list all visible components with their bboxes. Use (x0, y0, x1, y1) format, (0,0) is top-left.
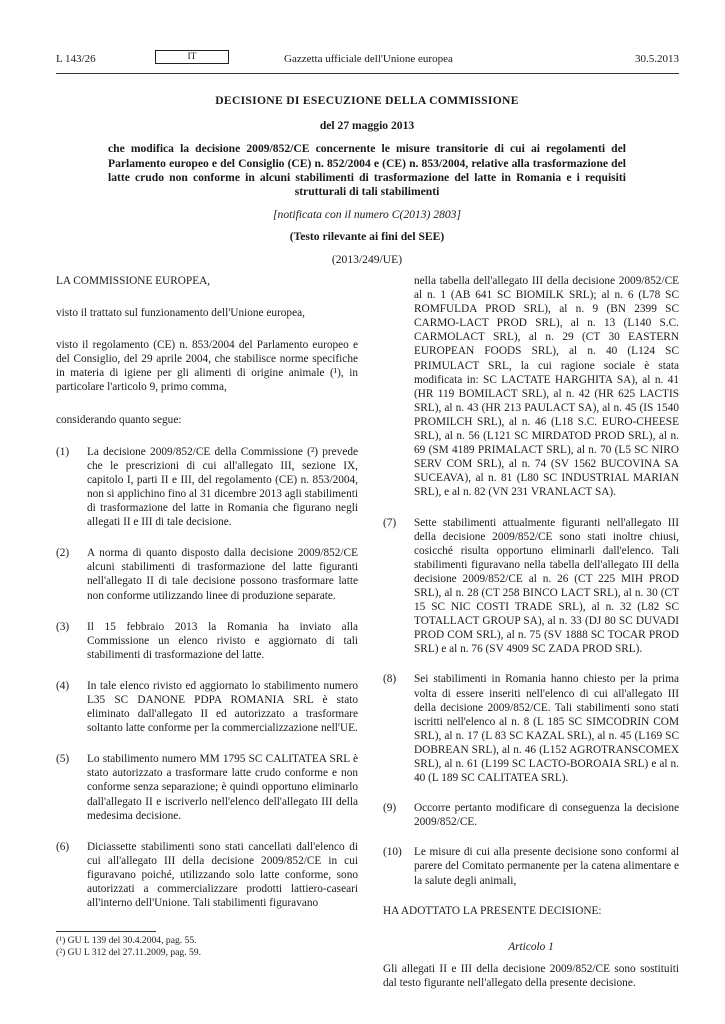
paragraph: visto il trattato sul funzionamento dell'Unione europea, (56, 307, 305, 320)
recital-text: Il 15 febbraio 2013 la Romania ha inviato alla Commissione un elenco rivisto e aggiornato di tali stabilimenti di trasformazione del latte. (87, 620, 358, 661)
recital (383, 845, 679, 887)
recital-number: (9) (383, 802, 397, 815)
recital-number: (3) (56, 620, 70, 633)
article-heading: Articolo 1 (508, 940, 554, 953)
left-column (56, 274, 358, 922)
right-column (383, 274, 679, 1002)
adoption-formula: HA ADOTTATO LA PRESENTE DECISIONE: (383, 904, 602, 917)
document-subject: che modifica la decisione 2009/852/CE concernente le misure transitorie di cui ai regolamenti del Parlamento europeo e del Consiglio (CE) n. 852/2004 e (CE) n. 853/2004, relative alla trasformazione del latte crudo non conforme in alcuni stabilimenti di trasformazione del latte in Romania e i requisiti strutturali di tali stabilimenti (108, 142, 626, 199)
recital-number: (5) (56, 753, 70, 766)
recital-number: (10) (383, 846, 402, 859)
recital-number: (7) (383, 516, 397, 529)
document-date: del 27 maggio 2013 (319, 119, 415, 133)
recital (383, 672, 679, 785)
recital-number: (4) (56, 679, 70, 692)
recital-text: Lo stabilimento numero MM 1795 SC CALITATEA SRL è stato autorizzato a trasformare latte crudo conforme e non conforme senza separazione; è quindi opportuno eliminarlo dall'allegato II e iscriverlo nell'elenco dell'allegato III della medesima decisione. (87, 753, 358, 822)
recital (383, 516, 679, 657)
title-block (108, 94, 626, 267)
recital (383, 801, 679, 829)
recital-text: Sette stabilimenti attualmente figuranti nell'allegato III della decisione 2009/852/CE sono stati inoltre chiusi, cosicché risulta opportuno eliminarli dall'elenco. Tali stabilimenti figuravano nella tabella dell'allegato III della decisione 2009/852/CE al n. 26 (CT 225 MIH PROD SRL), al n. 28 (CT 258 BINCO LACT SRL), al n. 30 (CT 15 SC NIC COSTI TRADE SRL), al n. 32 (L82 SC TOTALLACT GROUP SA), al n. 33 (DJ 80 SC DUVADI PROD COM SRL), al n. 75 (SV 1888 SC TOCAR PROD SRL) e al n. 76 (SV 4909 SC ZADA PROD SRL). (414, 516, 679, 656)
publication-date: 30.5.2013 (635, 53, 679, 65)
recital-text: La decisione 2009/852/CE della Commissione (²) prevede che le prescrizioni di cui all'allegato III, sezione IX, capitolo I, parti II e III, del regolamento (CE) n. 853/2004, non si applichino fino al 31 dicembre 2013 agli stabilimenti di trasformazione del latte in Romania che figurano negli allegati II e III di tale decisione. (87, 445, 358, 529)
paragraph: considerando quanto segue: (56, 413, 182, 426)
recital (56, 546, 358, 602)
recital (56, 840, 358, 910)
document-type: DECISIONE DI ESECUZIONE DELLA COMMISSIONE (215, 94, 519, 107)
eea-relevance: (Testo rilevante ai fini del SEE) (289, 230, 445, 244)
recital-text: Sei stabilimenti in Romania hanno chiesto per la prima volta di essere inseriti nell'elenco di cui all'allegato III della decisione 2009/852/CE. Tali stabilimenti sono stati iscritti nell'elenco al n. 8 (L 185 SC SIMCODRIN COM SRL), al n. 17 (L 83 SC KAZAL SRL), al n. 45 (L169 SC DOBREAN SRL), al n. 46 (L152 AGROTRANSCOMEX SRL), al n. 61 (L199 SC LACTO-BOROAIA SRL) e al n. 40 (L 189 SC CALITATEA SRL). (414, 673, 679, 785)
footnote: (²) GU L 312 del 27.11.2009, pag. 59. (56, 947, 201, 958)
paragraph: visto il regolamento (CE) n. 853/2004 del Parlamento europeo e del Consiglio, del 29 aprile 2004, che stabilisce norme specifiche in materia di igiene per gli alimenti di origine animale (¹), in particolare l'articolo 9, primo comma, (56, 339, 358, 394)
recital-number: (6) (56, 840, 70, 853)
footnote: (¹) GU L 139 del 30.4.2004, pag. 55. (56, 935, 197, 946)
recital (56, 620, 358, 662)
article-text: Gli allegati II e III della decisione 2009/852/CE sono sostituiti dal testo figurante nell'allegato della presente decisione. (383, 962, 679, 989)
recital-text: In tale elenco rivisto ed aggiornato lo stabilimento numero L35 SC DANONE PDPA ROMANIA SRL è stato eliminato dall'allegato II ed autorizzato a trasformare soltanto latte conforme per la commercializzazione nell'UE. (87, 679, 358, 735)
footnote-rule (56, 931, 156, 932)
recital-text: A norma di quanto disposto dalla decisione 2009/852/CE alcuni stabilimenti di trasformazione del latte figuranti nell'allegato II di tale decisione possono trasformare latte non conforme utilizzando linee di produzione separate. (87, 547, 358, 602)
notification-note: [notificata con il numero C(2013) 2803] (273, 208, 461, 222)
header-rule (56, 73, 679, 74)
recital (56, 679, 358, 735)
recital-number: (8) (383, 673, 397, 686)
recital-text: Occorre pertanto modificare di conseguenza la decisione 2009/852/CE. (414, 802, 679, 829)
recital-number: (2) (56, 547, 70, 560)
language-box: IT (155, 50, 229, 64)
recital (56, 752, 358, 822)
journal-title: Gazzetta ufficiale dell'Unione europea (284, 53, 453, 65)
recital-text: Diciassette stabilimenti sono stati cancellati dall'elenco di cui all'allegato III della decisione 2009/852/CE in cui figuravano poiché, utilizzando solo latte conforme, sono autorizzati a commercializzare prodotti lattiero-caseari all'interno dell'Unione. Tali stabilimenti figuravano (87, 840, 358, 910)
document-number: (2013/249/UE) (331, 252, 403, 266)
paragraph: LA COMMISSIONE EUROPEA, (56, 275, 211, 287)
page-header (56, 50, 679, 66)
recital (56, 445, 358, 530)
oj-reference: L 143/26 (56, 53, 96, 65)
recital-text: nella tabella dell'allegato III della decisione 2009/852/CE al n. 1 (AB 641 SC BIOMILK SRL); al n. 6 (L78 SC ROMFULDA PROD SRL), al n. 9 (BN 2399 SC CARMO-LACT PROD SRL), al n. 13 (L140 S.C. CARMOLACT SRL), al n. 29 (CT 30 EASTERN EUROPEAN FOODS SRL), al n. 40 (L124 SC PRIMULACT SRL, la cui ragione sociale è stata modificata in: SC LACTATE HARGHITA SA), al n. 41 (HR 119 BOMILACT SRL), al n. 42 (HR 625 LACTIS SRL), al n. 43 (HR 213 PAULACT SA), al n. 45 (IS 1540 PROMILCH SRL), al n. 46 (L18 S.C. EURO-CHEESE SRL), al n. 56 (L121 SC MIRDATOD PROD SRL), al n. 69 (SM 4189 PRIMALACT SRL), al n. 70 (L5 SC NIRO SERV COM SRL), al n. 74 (SV 1562 BUCOVINA SA SUCEAVA), al n. 81 (L80 SC INDUSTRIAL MARIAN SRL), e al n. 82 (VN 231 VRANLACT SA). (414, 275, 679, 499)
recital-continuation (383, 274, 679, 500)
recital-text: Le misure di cui alla presente decisione sono conformi al parere del Comitato permanente per la catena alimentare e la salute degli animali, (414, 846, 679, 887)
recital-number: (1) (56, 445, 70, 458)
